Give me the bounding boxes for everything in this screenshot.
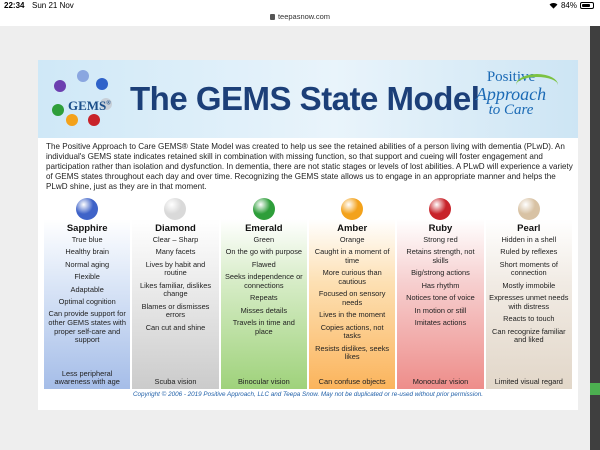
gem-trait: Strong red (423, 235, 458, 244)
gem-traits (132, 236, 218, 332)
gem-name: Pearl (517, 223, 541, 234)
gem-trait: Has rhythm (421, 280, 460, 290)
status-date: Sun 21 Nov (32, 1, 74, 10)
gem-trait: In motion or still (414, 305, 467, 315)
logo-gem-sapphire-icon (96, 78, 108, 90)
gem-column-amber (309, 196, 395, 389)
gems-logo-text: GEMS® (68, 98, 111, 113)
gem-trait: Lives by habit and routine (145, 259, 206, 278)
gem-columns (44, 196, 572, 389)
gem-trait: Misses details (240, 305, 288, 315)
gem-trait: Adaptable (70, 284, 104, 294)
amber-gem-icon (341, 198, 363, 220)
battery-percent: 84% (560, 1, 577, 10)
logo-gem-ruby-icon (88, 114, 100, 126)
gem-vision: Can confuse objects (318, 377, 386, 387)
battery-level (582, 4, 590, 7)
gem-trait: Reacts to touch (503, 314, 555, 324)
gem-trait: Resists dislikes, seeks likes (315, 343, 390, 362)
status-bar (0, 0, 600, 12)
gem-trait: More curious than cautious (322, 268, 382, 286)
status-indicators (549, 1, 594, 10)
gem-trait: Ruled by reflexes (500, 247, 558, 257)
gem-trait: Healthy brain (65, 247, 109, 257)
status-time: 22:34 (4, 1, 25, 10)
gems-logo (50, 68, 116, 130)
pearl-gem-icon (518, 198, 540, 220)
gem-trait: Short moments of connection (499, 259, 558, 278)
gem-column-ruby (397, 196, 483, 389)
logo-gem-amethyst-icon (54, 80, 66, 92)
gem-trait: Flawed (251, 259, 276, 269)
gem-name: Diamond (155, 223, 196, 234)
gem-trait: Big/strong actions (411, 268, 470, 278)
gem-vision: Binocular vision (237, 377, 290, 387)
gem-traits (397, 236, 483, 328)
slide-title: The GEMS State Model (130, 80, 480, 117)
gem-trait: Focused on sensory needs (318, 289, 386, 307)
gem-trait: Copies actions, not tasks (320, 322, 384, 341)
gem-trait: Can provide support for other GEMS states with proper self-care and support (48, 309, 126, 345)
gem-vision: Monocular vision (412, 377, 469, 387)
gem-traits (486, 236, 572, 345)
gem-trait: On the go with purpose (225, 247, 303, 257)
sapphire-gem-icon (76, 198, 98, 220)
gem-name: Sapphire (66, 223, 108, 234)
gem-trait: Green (253, 235, 275, 244)
gem-trait: Blames or dismisses errors (141, 301, 210, 320)
ruby-gem-icon (429, 198, 451, 220)
logo-gem-emerald-icon (52, 104, 64, 116)
battery-icon (580, 2, 594, 9)
gem-trait: Clear – Sharp (152, 235, 199, 244)
gem-trait: Retains strength, not skills (406, 247, 475, 265)
gems-state-model-image (38, 60, 578, 410)
gem-trait: Imitates actions (414, 317, 467, 327)
gem-trait: Many facets (155, 247, 196, 257)
gem-name: Ruby (428, 223, 453, 234)
gem-trait: Expresses unmet needs with distress (489, 293, 569, 311)
gem-trait: Can recognize familiar and liked (492, 326, 566, 345)
gem-column-emerald (221, 196, 307, 389)
gem-trait: Caught in a moment of time (314, 247, 390, 265)
gem-trait: Optimal cognition (58, 296, 116, 306)
gem-trait: Hidden in a shell (501, 235, 557, 244)
gem-column-diamond (132, 196, 218, 389)
logo-gem-amber-icon (66, 114, 78, 126)
gem-trait: Repeats (250, 293, 278, 303)
gem-trait: Flexible (74, 272, 100, 282)
gem-trait: Can cut and shine (145, 322, 206, 332)
gem-vision: Limited visual regard (494, 377, 563, 387)
page-edge-strip (590, 26, 600, 450)
edge-tab (590, 383, 600, 395)
gem-trait: Mostly immobile (502, 280, 556, 290)
gem-trait: Normal aging (65, 259, 110, 269)
gem-column-pearl (486, 196, 572, 389)
positive-approach-logo: Positive Approach to Care (456, 70, 566, 130)
gem-trait: Seeks independence or connections (224, 272, 303, 290)
diamond-gem-icon (164, 198, 186, 220)
gem-trait: Notices tone of voice (406, 293, 475, 303)
logo-gem-diamond-icon (77, 70, 89, 82)
header-band (38, 60, 578, 138)
gem-column-sapphire (44, 196, 130, 389)
gem-trait: Lives in the moment (319, 310, 386, 320)
gem-traits (309, 236, 395, 362)
wifi-icon (549, 2, 558, 9)
gem-name: Emerald (245, 223, 283, 234)
gem-trait: Travels in time and place (232, 317, 295, 336)
emerald-gem-icon (253, 198, 275, 220)
logo-swoosh-icon (516, 74, 558, 96)
gem-trait: Orange (339, 235, 365, 244)
gem-traits (221, 236, 307, 336)
gem-trait: True blue (71, 235, 103, 244)
lock-icon (270, 14, 275, 20)
gem-name: Amber (337, 223, 368, 234)
copyright-notice: Copyright © 2006 - 2019 Positive Approach, LLC and Teepa Snow. May not be duplicated or re-used without prior permission. (132, 391, 483, 398)
url-text: teepasnow.com (277, 12, 331, 21)
gem-traits (44, 236, 130, 345)
gem-trait: Likes familiar, dislikes change (139, 280, 212, 299)
model-description: The Positive Approach to Care GEMS® State Model was created to help us see the retained abilities of a person living with dementia (PLwD). An individual's GEMS state indicates retained skill in combination with missing function, so that support and cueing will foster engagement and participation rather than isolation and dysfunction. In dementia, there are not static stages or levels of lost abilities. A PLwD will experience a variety of GEMS states throughout each day and over time. Recognizing the GEMS state allows us to engage in an appropriate manner and helps the PLwD shine, just as they are in that moment. (46, 142, 573, 191)
address-bar[interactable] (0, 12, 600, 26)
gem-vision: Less peripheral awareness with age (54, 368, 120, 387)
gem-vision: Scuba vision (154, 377, 197, 387)
